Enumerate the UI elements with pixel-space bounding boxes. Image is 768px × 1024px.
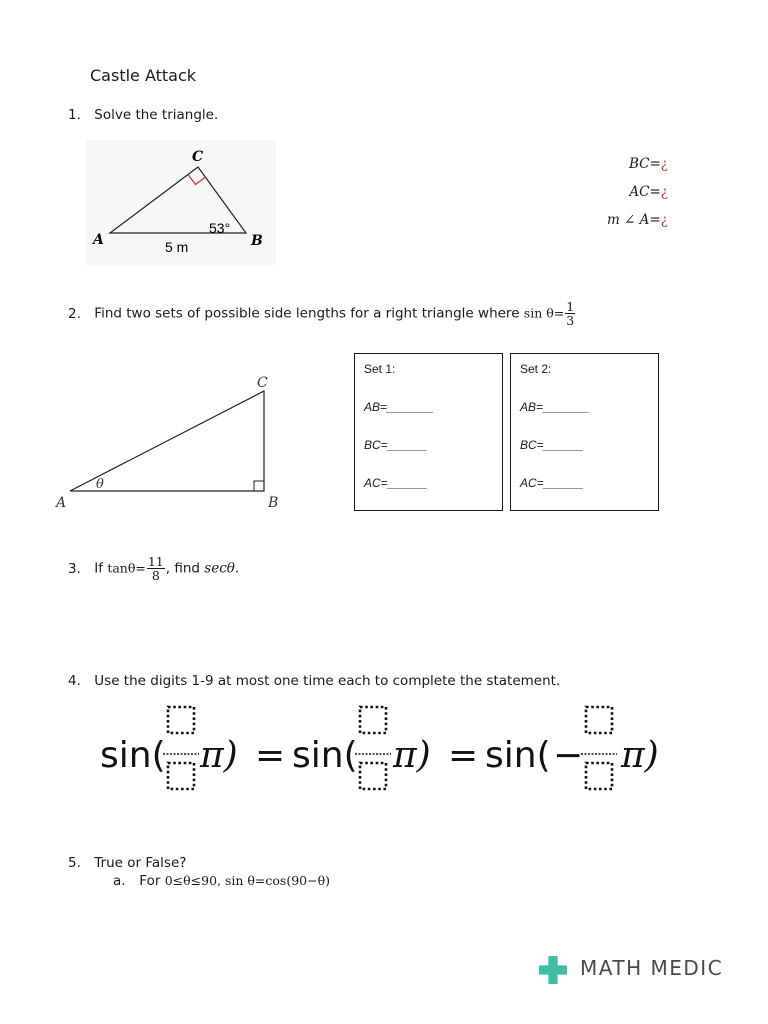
pi-term-3: π) (621, 735, 659, 776)
sin-term-3: sin( (485, 735, 551, 776)
question-1-text: Solve the triangle. (94, 107, 219, 123)
math-medic-logo-text: MATH MEDIC (580, 956, 724, 980)
question-5-number: 5. (68, 855, 81, 871)
set-1-bc-field[interactable]: BC=______ (364, 438, 428, 452)
answer-ac: AC=¿ (629, 184, 668, 200)
question-2-text: Find two sets of possible side lengths for a right triangle where (94, 305, 520, 322)
answer-placeholder-mark: ¿ (660, 184, 668, 200)
set-1-ab-field[interactable]: AB=_______ (364, 400, 434, 414)
vertex-label-b: B (268, 495, 279, 511)
angle-label-theta: θ (96, 477, 104, 492)
negative-sign: − (553, 735, 584, 776)
set-1-box (354, 353, 503, 511)
question-2-fraction: $\frac{1}{3}$ (566, 299, 575, 328)
question-3-middle: , find (165, 560, 200, 577)
set-2-ab-field[interactable]: AB=_______ (520, 400, 590, 414)
question-5a (113, 873, 330, 889)
worksheet-title: Castle Attack (90, 66, 197, 85)
question-3-target: secθ (204, 560, 235, 577)
question-3: 3. If tanθ= $\frac{11}{8}$ , find secθ. (68, 554, 240, 583)
side-label-ab: 5 m (165, 239, 189, 255)
vertex-label-a: A (93, 232, 104, 248)
set-2-bc-field[interactable]: BC=______ (520, 438, 584, 452)
vertex-label-a: A (56, 495, 67, 511)
sin-term-2: sin( (292, 735, 358, 776)
pi-term-1: π) (200, 735, 238, 776)
question-2-number: 2. (68, 305, 81, 322)
question-3-fraction: $\frac{11}{8}$ (147, 554, 164, 583)
question-1-number: 1. (68, 107, 81, 123)
question-1 (68, 107, 218, 123)
question-5a-letter: a. (113, 873, 126, 889)
question-4-text: Use the digits 1-9 at most one time each to complete the statement. (94, 673, 561, 689)
question-5-text: True or False? (94, 855, 187, 871)
sine-equation-puzzle (95, 700, 675, 800)
math-medic-cross-icon (538, 956, 568, 984)
set-2-ac-field[interactable]: AC=______ (520, 476, 584, 490)
triangle-abc-figure (86, 140, 276, 265)
question-5a-prefix: For (139, 873, 161, 889)
vertex-label-b: B (251, 233, 263, 249)
answer-placeholder-mark: ¿ (660, 156, 668, 172)
answer-bc: BC=¿ (628, 156, 668, 172)
equals-sign-1: = (255, 735, 286, 776)
set-2-title: Set 2: (520, 362, 552, 376)
question-5 (68, 855, 186, 871)
question-1-answers (590, 156, 668, 240)
question-3-number: 3. (68, 560, 81, 577)
digit-box-numerator-3[interactable] (586, 707, 612, 733)
digit-box-numerator-1[interactable] (168, 707, 194, 733)
set-2-box (510, 353, 659, 511)
question-4 (68, 673, 560, 689)
right-triangle-figure (50, 370, 290, 515)
digit-box-numerator-2[interactable] (360, 707, 386, 733)
question-3-expression: tanθ= (107, 560, 146, 576)
question-2 (68, 300, 576, 327)
vertex-label-c: C (192, 149, 204, 165)
equals-sign-2: = (448, 735, 479, 776)
question-3-prefix: If (94, 560, 104, 577)
sin-term-1: sin( (100, 735, 166, 776)
digit-box-denominator-2[interactable] (360, 763, 386, 789)
set-1-title: Set 1: (364, 362, 396, 376)
question-2-expression: sin θ= (523, 305, 565, 321)
question-4-number: 4. (68, 673, 81, 689)
set-1-ac-field[interactable]: AC=______ (364, 476, 428, 490)
answer-angle-a: m ∠ A=¿ (606, 212, 668, 228)
vertex-label-c: C (257, 375, 268, 391)
triangle-outline (70, 391, 264, 491)
answer-placeholder-mark: ¿ (660, 212, 668, 228)
question-5a-math: 0≤θ≤90, sin θ=cos(90−θ) (164, 873, 331, 888)
angle-label-b: 53° (209, 220, 231, 236)
right-angle-marker (254, 481, 264, 491)
digit-box-denominator-3[interactable] (586, 763, 612, 789)
pi-term-2: π) (393, 735, 431, 776)
digit-box-denominator-1[interactable] (168, 763, 194, 789)
